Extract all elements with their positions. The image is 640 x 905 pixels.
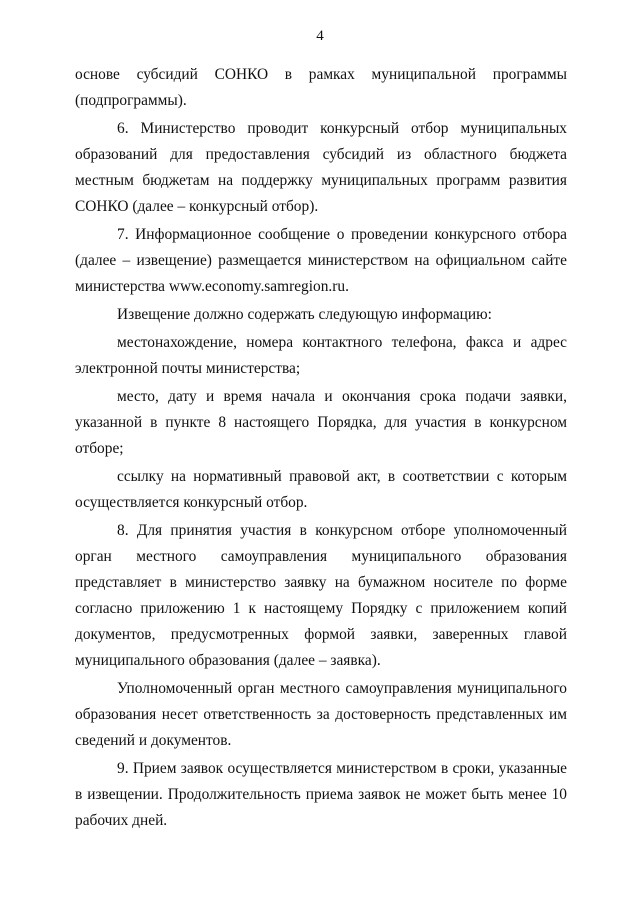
paragraph-notice-contents: Извещение должно содержать следующую информацию:	[117, 306, 492, 323]
paragraph-contact-info: местонахождение, номера контактного телефона, факса и адрес электронной почты министерства;	[75, 334, 567, 377]
paragraph-6: 6. Министерство проводит конкурсный отбор муниципальных образований для предоставления субсидий из областного бюджета местным бюджетам на поддержку муниципальных программ развития СОНКО (далее – конкурсный отбор).	[75, 120, 567, 215]
page-number: 4	[316, 28, 324, 44]
document-body	[75, 62, 567, 836]
paragraph-responsibility: Уполномоченный орган местного самоуправления муниципального образования несет ответственность за достоверность представленных им сведений и документов.	[75, 680, 567, 749]
paragraph-8: 8. Для принятия участия в конкурсном отборе уполномоченный орган местного самоуправления муниципального образования представляет в министерство заявку на бумажном носителе по форме согласно приложению 1 к настоящему Порядку с приложением копий документов, предусмотренных формой заявки, заверенных главой муниципального образования (далее – заявка).	[75, 522, 567, 669]
paragraph-9: 9. Прием заявок осуществляется министерством в сроки, указанные в извещении. Продолжительность приема заявок не может быть менее 10 рабочих дней.	[75, 760, 567, 829]
paragraph-continuation: основе субсидий СОНКО в рамках муниципальной программы (подпрограммы).	[75, 66, 567, 109]
paragraph-7: 7. Информационное сообщение о проведении конкурсного отбора (далее – извещение) размещается министерством на официальном сайте министерства www.economy.samregion.ru.	[75, 226, 567, 295]
paragraph-deadline-info: место, дату и время начала и окончания срока подачи заявки, указанной в пункте 8 настоящего Порядка, для участия в конкурсном отборе;	[75, 388, 567, 457]
paragraph-legal-act-link: ссылку на нормативный правовой акт, в соответствии с которым осуществляется конкурсный отбор.	[75, 468, 567, 511]
